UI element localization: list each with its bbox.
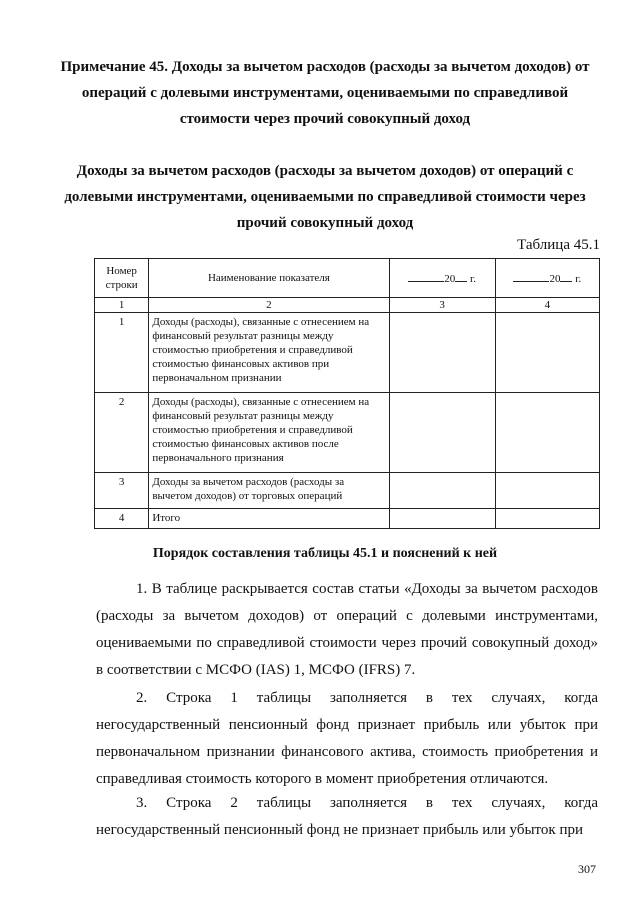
paragraph: 2. Строка 1 таблицы заполняется в тех случаях, когда негосударственный пенсионный фонд признает прибыль или убыток при первоначальном признании финансового актива, стоимость приобретения и справедливая стоимость которого в момент приобретения отличаются. (96, 690, 598, 787)
column-number: 3 (389, 298, 495, 313)
table-row (95, 313, 600, 393)
note-heading: Примечание 45. Доходы за вычетом расходов (расходы за вычетом доходов) от операций с долевыми инструментами, оцениваемыми по справедливой стоимости через прочий совокупный доход (60, 59, 590, 127)
table-heading: Доходы за вычетом расходов (расходы за вычетом доходов) от операций с долевыми инструментами, оцениваемыми по справедливой стоимости через прочий совокупный доход (64, 163, 586, 231)
table-row (95, 509, 600, 529)
table-row (95, 473, 600, 509)
header-year-1 (389, 259, 495, 298)
year-blank (408, 271, 444, 282)
income-table (94, 258, 600, 529)
table-header-row (95, 259, 600, 298)
year-blank-short (560, 271, 572, 282)
row-value-year-1 (389, 393, 495, 473)
year-blank (513, 271, 549, 282)
header-year-2-unit: г. (575, 272, 582, 285)
column-number-row (95, 298, 600, 313)
row-number: 2 (95, 393, 149, 473)
header-year-1-prefix: 20 (444, 272, 456, 285)
column-number: 2 (149, 298, 389, 313)
header-year-1-unit: г. (469, 272, 476, 285)
column-number: 1 (95, 298, 149, 313)
row-name: Доходы за вычетом расходов (расходы за вычетом доходов) от торговых операций (149, 473, 389, 509)
header-year-2-prefix: 20 (549, 272, 561, 285)
header-year-2 (495, 259, 599, 298)
row-name: Доходы (расходы), связанные с отнесением на финансовый результат разницы между стоимостью приобретения и справедливой стоимостью финансовых активов при первоначальном признании (149, 313, 389, 393)
row-number: 3 (95, 473, 149, 509)
row-value-year-1 (389, 509, 495, 529)
row-value-year-2 (495, 473, 599, 509)
table-row (95, 393, 600, 473)
row-name: Доходы (расходы), связанные с отнесением на финансовый результат разницы между стоимостью приобретения и справедливой стоимостью финансовых активов после первоначального признания (149, 393, 389, 473)
table-caption: Таблица 45.1 (517, 237, 600, 253)
row-value-year-2 (495, 393, 599, 473)
header-row-number: Номер строки (95, 259, 149, 298)
year-blank-short (455, 271, 467, 282)
page-number: 307 (578, 862, 596, 876)
row-value-year-1 (389, 473, 495, 509)
row-value-year-2 (495, 509, 599, 529)
section-title: Порядок составления таблицы 45.1 и пояснений к ней (152, 546, 498, 561)
row-number: 4 (95, 509, 149, 529)
row-value-year-1 (389, 313, 495, 393)
column-number: 4 (495, 298, 599, 313)
row-name: Итого (149, 509, 389, 529)
row-value-year-2 (495, 313, 599, 393)
row-number: 1 (95, 313, 149, 393)
header-indicator-name: Наименование показателя (149, 259, 389, 298)
paragraph: 1. В таблице раскрывается состав статьи «Доходы за вычетом расходов (расходы за вычетом доходов) от операций с долевыми инструментами, оцениваемыми по справедливой стоимости через прочий совокупный доход» в соответствии с МСФО (IAS) 1, МСФО (IFRS) 7. (96, 581, 598, 678)
paragraph: 3. Строка 2 таблицы заполняется в тех случаях, когда негосударственный пенсионный фонд не признает прибыль или убыток при (96, 795, 598, 838)
